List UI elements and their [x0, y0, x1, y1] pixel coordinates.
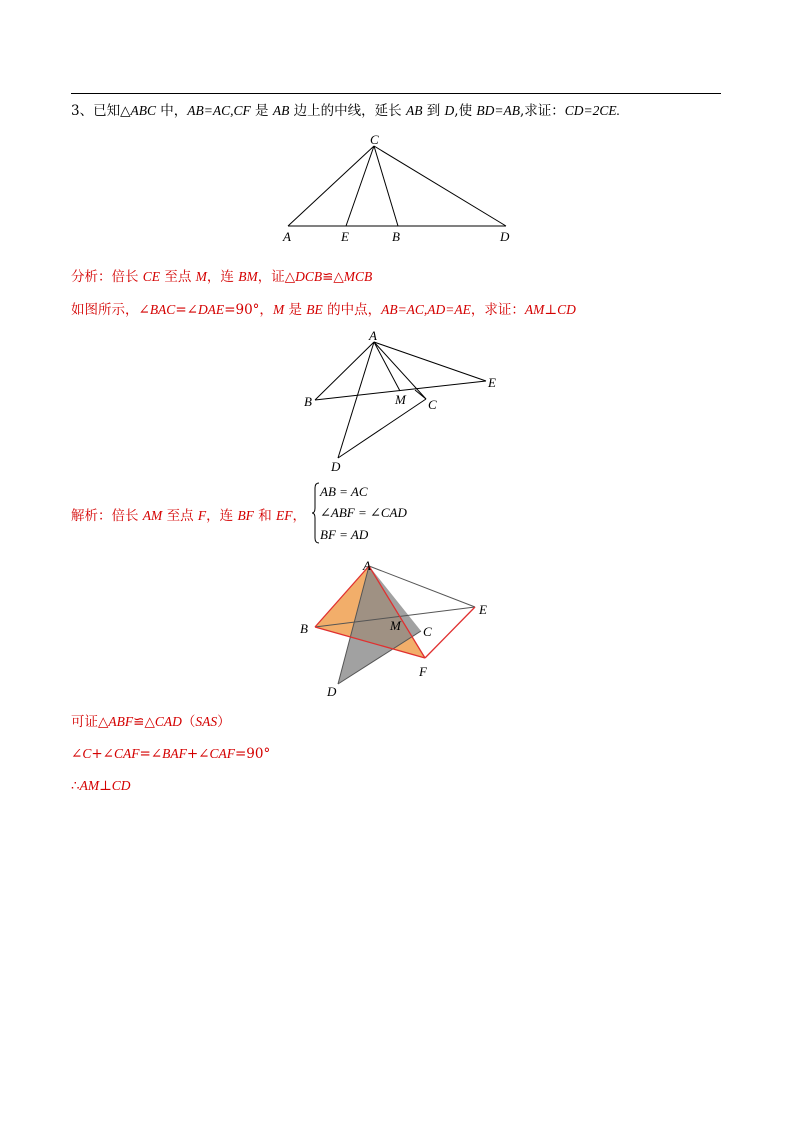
math: AM — [79, 778, 100, 793]
math: ABC — [130, 103, 156, 118]
math: CAD — [154, 714, 182, 729]
text: 分析：倍长 — [71, 269, 143, 285]
text: 至点 — [160, 269, 196, 285]
text: 是 — [284, 302, 307, 318]
text: =90°， — [224, 302, 273, 318]
math: BAC — [149, 302, 176, 317]
label-e: E — [479, 602, 487, 617]
text: （ — [181, 714, 196, 730]
math: CD — [557, 302, 576, 317]
label-c: C — [428, 397, 437, 412]
header-rule — [71, 93, 721, 94]
left-brace-icon — [312, 482, 320, 544]
math: M — [272, 302, 285, 317]
text: 中， — [155, 103, 188, 119]
text: =90° — [234, 746, 271, 762]
text: =∠ — [139, 746, 163, 762]
text: ，求证： — [470, 302, 525, 318]
math: DAE — [197, 302, 225, 317]
math: AM — [142, 508, 163, 523]
text: 至点 — [162, 508, 198, 524]
math: ABF — [108, 714, 134, 729]
label-d: D — [500, 229, 510, 244]
problem-statement — [71, 102, 620, 120]
label-a: A — [369, 328, 377, 343]
label-d: D — [327, 684, 337, 699]
figure-triangle-abcd — [270, 132, 530, 247]
text: ,求证： — [520, 103, 565, 119]
text: 如图所示，∠ — [71, 302, 150, 318]
segment-dc — [338, 399, 426, 458]
math: C — [82, 746, 92, 761]
label-c: C — [370, 132, 379, 147]
problem-number: 3、 — [71, 103, 94, 119]
math: CAF — [209, 746, 235, 761]
segment-cd — [374, 146, 506, 226]
math: BAF — [162, 746, 187, 761]
analysis-line — [71, 268, 372, 286]
text: ，连 — [206, 269, 239, 285]
math: D — [444, 103, 455, 118]
label-b: B — [392, 229, 400, 244]
label-c: C — [423, 624, 432, 639]
conclusion-line-2 — [71, 745, 270, 763]
text: ，连 — [206, 508, 238, 524]
segment-cm — [415, 390, 426, 399]
text: 边上的中线，延长 — [289, 103, 406, 119]
segment-ce — [346, 146, 374, 226]
system-eq-2: ∠ABF = ∠CAD — [320, 505, 407, 520]
equation-system — [312, 482, 452, 544]
math: AB=AC,CF — [187, 103, 251, 118]
segment-ae — [374, 342, 486, 381]
text: 已知 — [93, 103, 121, 119]
math: M — [195, 269, 207, 284]
label-m: M — [390, 618, 401, 633]
system-eq-1: AB = AC — [320, 484, 368, 499]
figure-two-right-triangles — [295, 328, 515, 476]
label-b: B — [304, 394, 312, 409]
text: ∴ — [71, 778, 80, 794]
solution-line — [71, 507, 306, 525]
math: BD=AB — [476, 103, 520, 118]
math: CAF — [113, 746, 140, 761]
math: DCB — [295, 269, 323, 284]
math: AM — [524, 302, 545, 317]
text: ， — [292, 508, 307, 524]
label-d: D — [331, 459, 341, 474]
label-f: F — [419, 664, 427, 679]
system-eq-3: BF = AD — [320, 527, 369, 542]
text: △ — [120, 103, 131, 119]
conclusion-line-1 — [71, 713, 231, 731]
math: CE — [142, 269, 161, 284]
segment-ef — [425, 607, 475, 658]
text: +∠ — [91, 746, 114, 762]
math: AB — [405, 103, 423, 118]
text: ⊥ — [544, 302, 558, 318]
math: F — [197, 508, 207, 523]
figure-congruent-triangles — [295, 556, 505, 702]
text: ≌△ — [133, 714, 155, 730]
math: CD — [111, 778, 131, 793]
label-e: E — [488, 375, 496, 390]
label-m: M — [395, 392, 406, 407]
problem2-statement — [71, 301, 576, 319]
segment-ca — [288, 146, 374, 226]
text: ,使 — [454, 103, 477, 119]
math: CD=2CE. — [564, 103, 621, 118]
text: ⊥ — [99, 778, 112, 794]
math: MCB — [343, 269, 373, 284]
math: BE — [306, 302, 323, 317]
math: AB — [272, 103, 290, 118]
label-b: B — [300, 621, 308, 636]
text: 的中点， — [322, 302, 382, 318]
text: ） — [217, 714, 231, 730]
text: 是 — [250, 103, 273, 119]
text: +∠ — [186, 746, 210, 762]
conclusion-line-3 — [71, 777, 131, 795]
math: BM — [238, 269, 258, 284]
text: 可证△ — [71, 714, 109, 730]
math: BF — [237, 508, 254, 523]
text: 和 — [253, 508, 277, 524]
label-a: A — [283, 229, 291, 244]
math: SAS — [195, 714, 218, 729]
label-a: A — [363, 558, 371, 573]
text: ，证△ — [257, 269, 296, 285]
label-e: E — [341, 229, 349, 244]
math: AB=AC,AD=AE — [381, 302, 471, 317]
text: 到 — [422, 103, 445, 119]
text: 解析：倍长 — [71, 508, 143, 524]
text: ∠ — [71, 746, 83, 762]
math: EF — [276, 508, 293, 523]
text: =∠ — [175, 302, 198, 318]
text: ≌△ — [322, 269, 344, 285]
